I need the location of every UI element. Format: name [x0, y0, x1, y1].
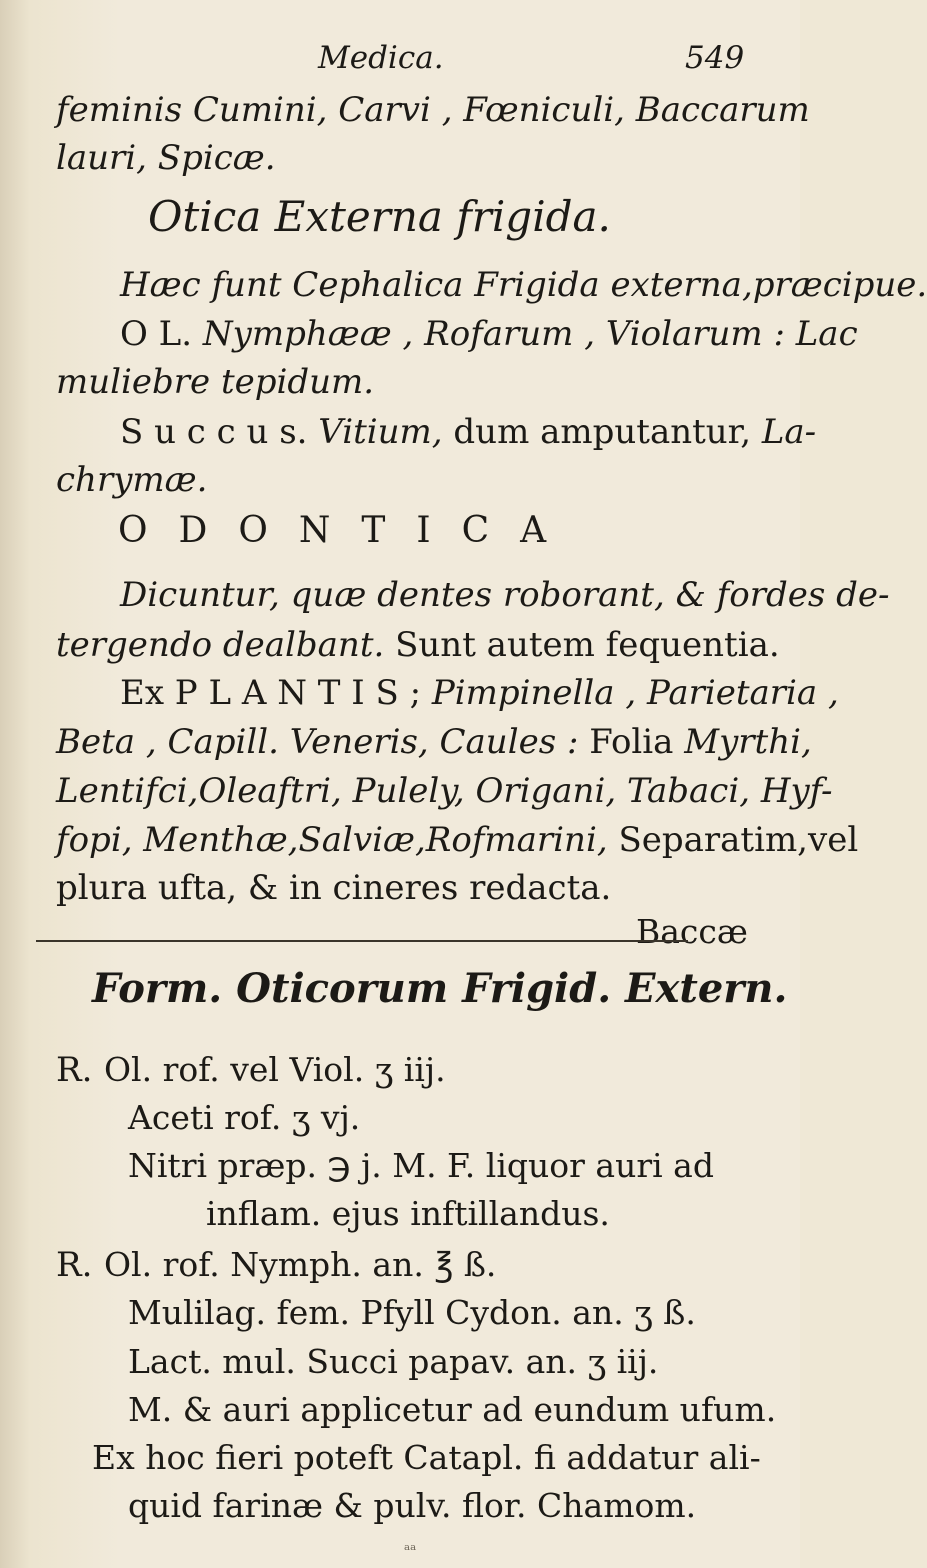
text-line: Hæc funt Cephalica Frigida externa,præcipue.: [120, 265, 927, 305]
text-line: muliebre tepidum.: [56, 362, 375, 402]
catchword: Baccæ: [636, 912, 748, 951]
recipe-line: Aceti rof. ʒ vj.: [128, 1098, 361, 1137]
p4-roman: Separatim,vel: [618, 820, 859, 860]
succus-vitium: Vitium,: [318, 412, 443, 452]
text-line: lauri, Spicæ.: [56, 138, 276, 178]
text-line: [120, 412, 816, 452]
recipe-symbol: R.: [56, 1050, 93, 1090]
text-line: [120, 673, 839, 713]
recipe-line: Lact. mul. Succi papav. an. ʒ iij.: [128, 1342, 659, 1381]
section-heading-form: Form. Oticorum Frigid. Extern.: [92, 965, 788, 1012]
text-line: [56, 820, 858, 860]
recipe-line: Ol. rof. vel Viol. ʒ iij.: [104, 1050, 446, 1089]
p2-italic: Beta , Capill. Veneris, Caules :: [56, 722, 579, 762]
p2-roman: Folia: [589, 722, 674, 762]
plantis-italic: Pimpinella , Parietaria ,: [431, 673, 839, 713]
recipe-line: Mulilag. fem. Pfyll Cydon. an. ʒ ß.: [128, 1293, 696, 1332]
text-line: feminis Cumini, Carvi , Fœniculi, Baccarum: [56, 90, 810, 130]
recipe-line: Ol. rof. Nymph. an. ℥ ß.: [104, 1245, 497, 1284]
succus-text: dum amputantur,: [453, 412, 752, 452]
d2-italic: tergendo dealbant.: [56, 625, 385, 665]
section-heading-otica: Otica Externa frigida.: [148, 192, 611, 241]
plantis-lead: Ex P L A N T I S ;: [120, 673, 422, 713]
ol-lead: O L.: [120, 314, 193, 354]
d2-roman: Sunt autem fequentia.: [395, 625, 780, 665]
text-line: [56, 625, 780, 665]
text-line: [56, 722, 812, 762]
page-number: 549: [685, 40, 745, 76]
ol-text: Nymphææ , Rofarum , Violarum : Lac: [202, 314, 858, 354]
recipe-line: Nitri præp. ℈ j. M. F. liquor auri ad: [128, 1146, 714, 1185]
text-line: plura ufta, & in cineres redacta.: [56, 868, 612, 908]
recipe-line: Ex hoc fieri poteft Catapl. fi addatur ali-: [92, 1438, 761, 1477]
recipe-line: M. & auri applicetur ad eundum ufum.: [128, 1390, 777, 1429]
running-title: Medica.: [318, 40, 444, 76]
succus-lead: S u c c u s.: [120, 412, 308, 452]
text-line: Dicuntur, quæ dentes roborant, & fordes de-: [120, 575, 890, 615]
recipe-line: inflam. ejus inftillandus.: [206, 1194, 610, 1233]
text-line: Lentifci,Oleaftri, Pulely, Origani, Tabaci, Hyf-: [56, 771, 833, 811]
succus-lach: La-: [761, 412, 817, 452]
signature-mark: ᵃᵃ: [404, 1540, 417, 1559]
text-line: [120, 314, 858, 354]
p4-italic: fopi, Menthæ,Salviæ,Rofmarini,: [56, 820, 608, 860]
section-heading-odontica: ODONTICA: [118, 510, 578, 551]
p2-italic-2: Myrthi,: [684, 722, 812, 762]
recipe-symbol: R.: [56, 1245, 93, 1285]
text-line: chrymæ.: [56, 460, 208, 500]
section-divider: [36, 940, 688, 942]
recipe-line: quid farinæ & pulv. flor. Chamom.: [128, 1486, 697, 1525]
